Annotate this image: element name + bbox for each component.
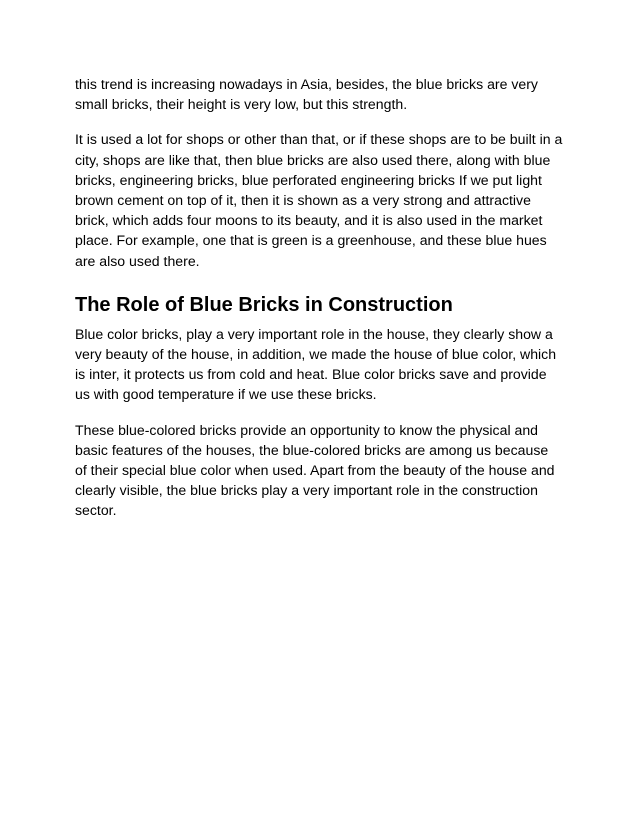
paragraph-trend: this trend is increasing nowadays in Asia, besides, the blue bricks are very small bricks, their height is very low, but this strength. — [75, 76, 538, 113]
document-body — [75, 74, 570, 536]
paragraph-shops: It is used a lot for shops or other than that, or if these shops are to be built in a city, shops are like that, then blue bricks are also used there, along with blue bricks, engineering bricks, blue perforated engineering bricks If we put light brown cement on top of it, then it is shown as a very strong and attractive brick, which adds four moons to its beauty, and it is also used in the market place. For example, one that is green is a greenhouse, and these blue hues are also used there. — [75, 131, 563, 269]
paragraph-features: These blue-colored bricks provide an opportunity to know the physical and basic features of the houses, the blue-colored bricks are among us because of their special blue color when used. Apart from the beauty of the house and clearly visible, the blue bricks play a very important role in the construction sector. — [75, 421, 555, 519]
paragraph-role: Blue color bricks, play a very important role in the house, they clearly show a very beauty of the house, in addition, we made the house of blue color, which is inter, it protects us from cold and heat. Blue color bricks save and provide us with good temperature if we use these bricks. — [75, 325, 557, 403]
section-heading: The Role of Blue Bricks in Construction — [75, 293, 453, 316]
